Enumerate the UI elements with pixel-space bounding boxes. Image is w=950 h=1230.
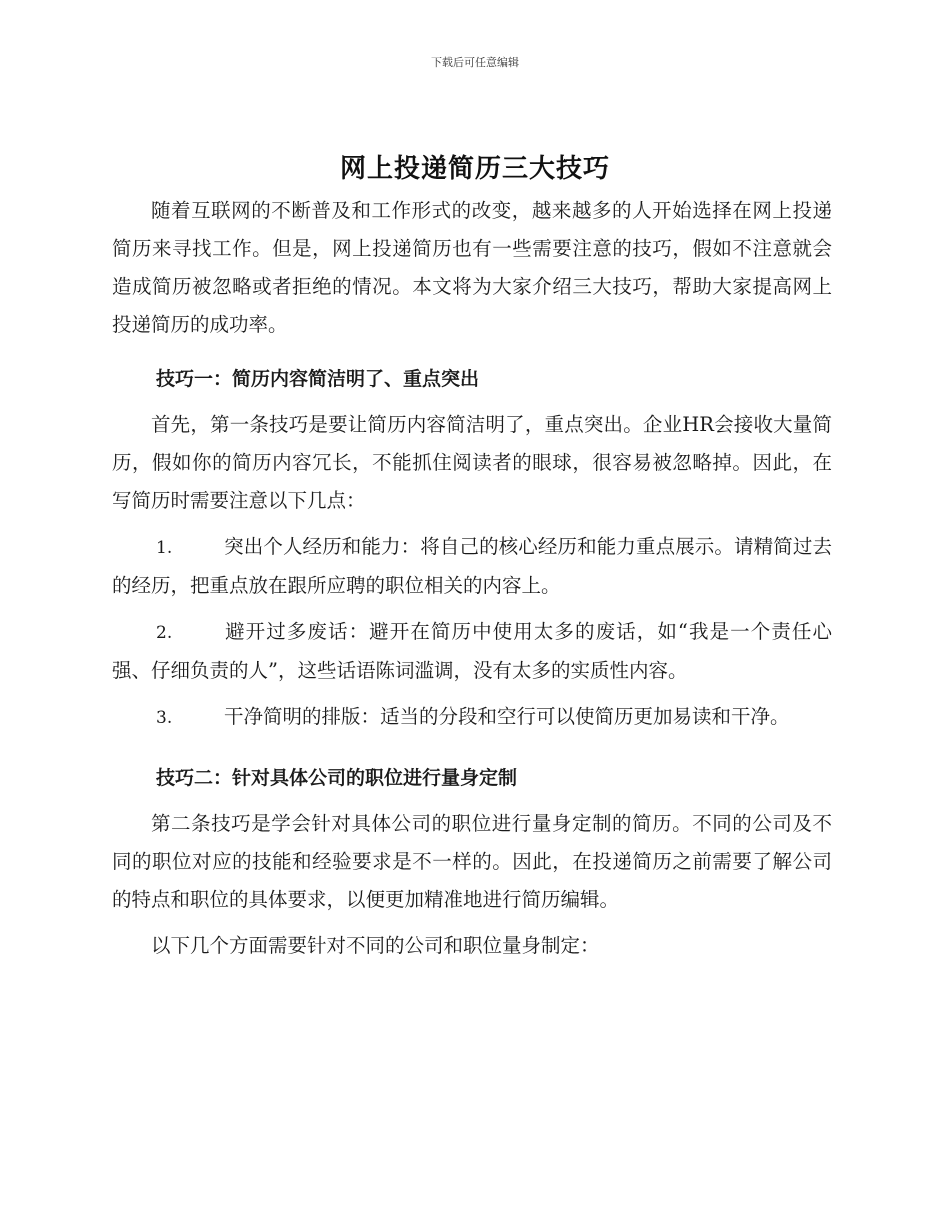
list-text: 避开过多废话：避开在简历中使用太多的废话，如“我是一个责任心强、仔细负责的人”，这些话语陈词滥调，没有太多的实质性内容。: [112, 620, 832, 682]
list-number: 1.: [156, 538, 173, 558]
section1-paragraph: 首先，第一条技巧是要让简历内容简洁明了，重点突出。企业HR会接收大量简历，假如你的简历内容冗长，不能抓住阅读者的眼球，很容易被忽略掉。因此，在写简历时需要注意以下几点：: [112, 413, 832, 512]
list-number: 3.: [156, 708, 173, 728]
list-item: [112, 698, 832, 737]
section2-paragraph: 第二条技巧是学会针对具体公司的职位进行量身定制的简历。不同的公司及不同的职位对应的技能和经验要求是不一样的。因此，在投递简历之前需要了解公司的特点和职位的具体要求，以便更加精准地进行简历编辑。: [112, 812, 832, 911]
list-item: [112, 528, 832, 605]
section2-heading: 技巧二：针对具体公司的职位进行量身定制: [156, 767, 518, 789]
intro-paragraph: 随着互联网的不断普及和工作形式的改变，越来越多的人开始选择在网上投递简历来寻找工作。但是，网上投递简历也有一些需要注意的技巧，假如不注意就会造成简历被忽略或者拒绝的情况。本文将为大家介绍三大技巧，帮助大家提高网上投递简历的成功率。: [112, 199, 832, 336]
document-body: [112, 192, 832, 965]
list-text: 干净简明的排版：适当的分段和空行可以使简历更加易读和干净。: [224, 705, 790, 728]
list-item: [112, 613, 832, 690]
list-number: 2.: [156, 623, 173, 643]
document-title: 网上投递简历三大技巧: [339, 154, 610, 184]
list-text: 突出个人经历和能力：将自己的核心经历和能力重点展示。请精简过去的经历，把重点放在跟所应聘的职位相关的内容上。: [112, 535, 832, 597]
header-note: 下载后可任意编辑: [431, 56, 519, 69]
section1-heading: 技巧一：简历内容简洁明了、重点突出: [156, 368, 480, 390]
section2-paragraph2: 以下几个方面需要针对不同的公司和职位量身制定：: [151, 934, 600, 957]
